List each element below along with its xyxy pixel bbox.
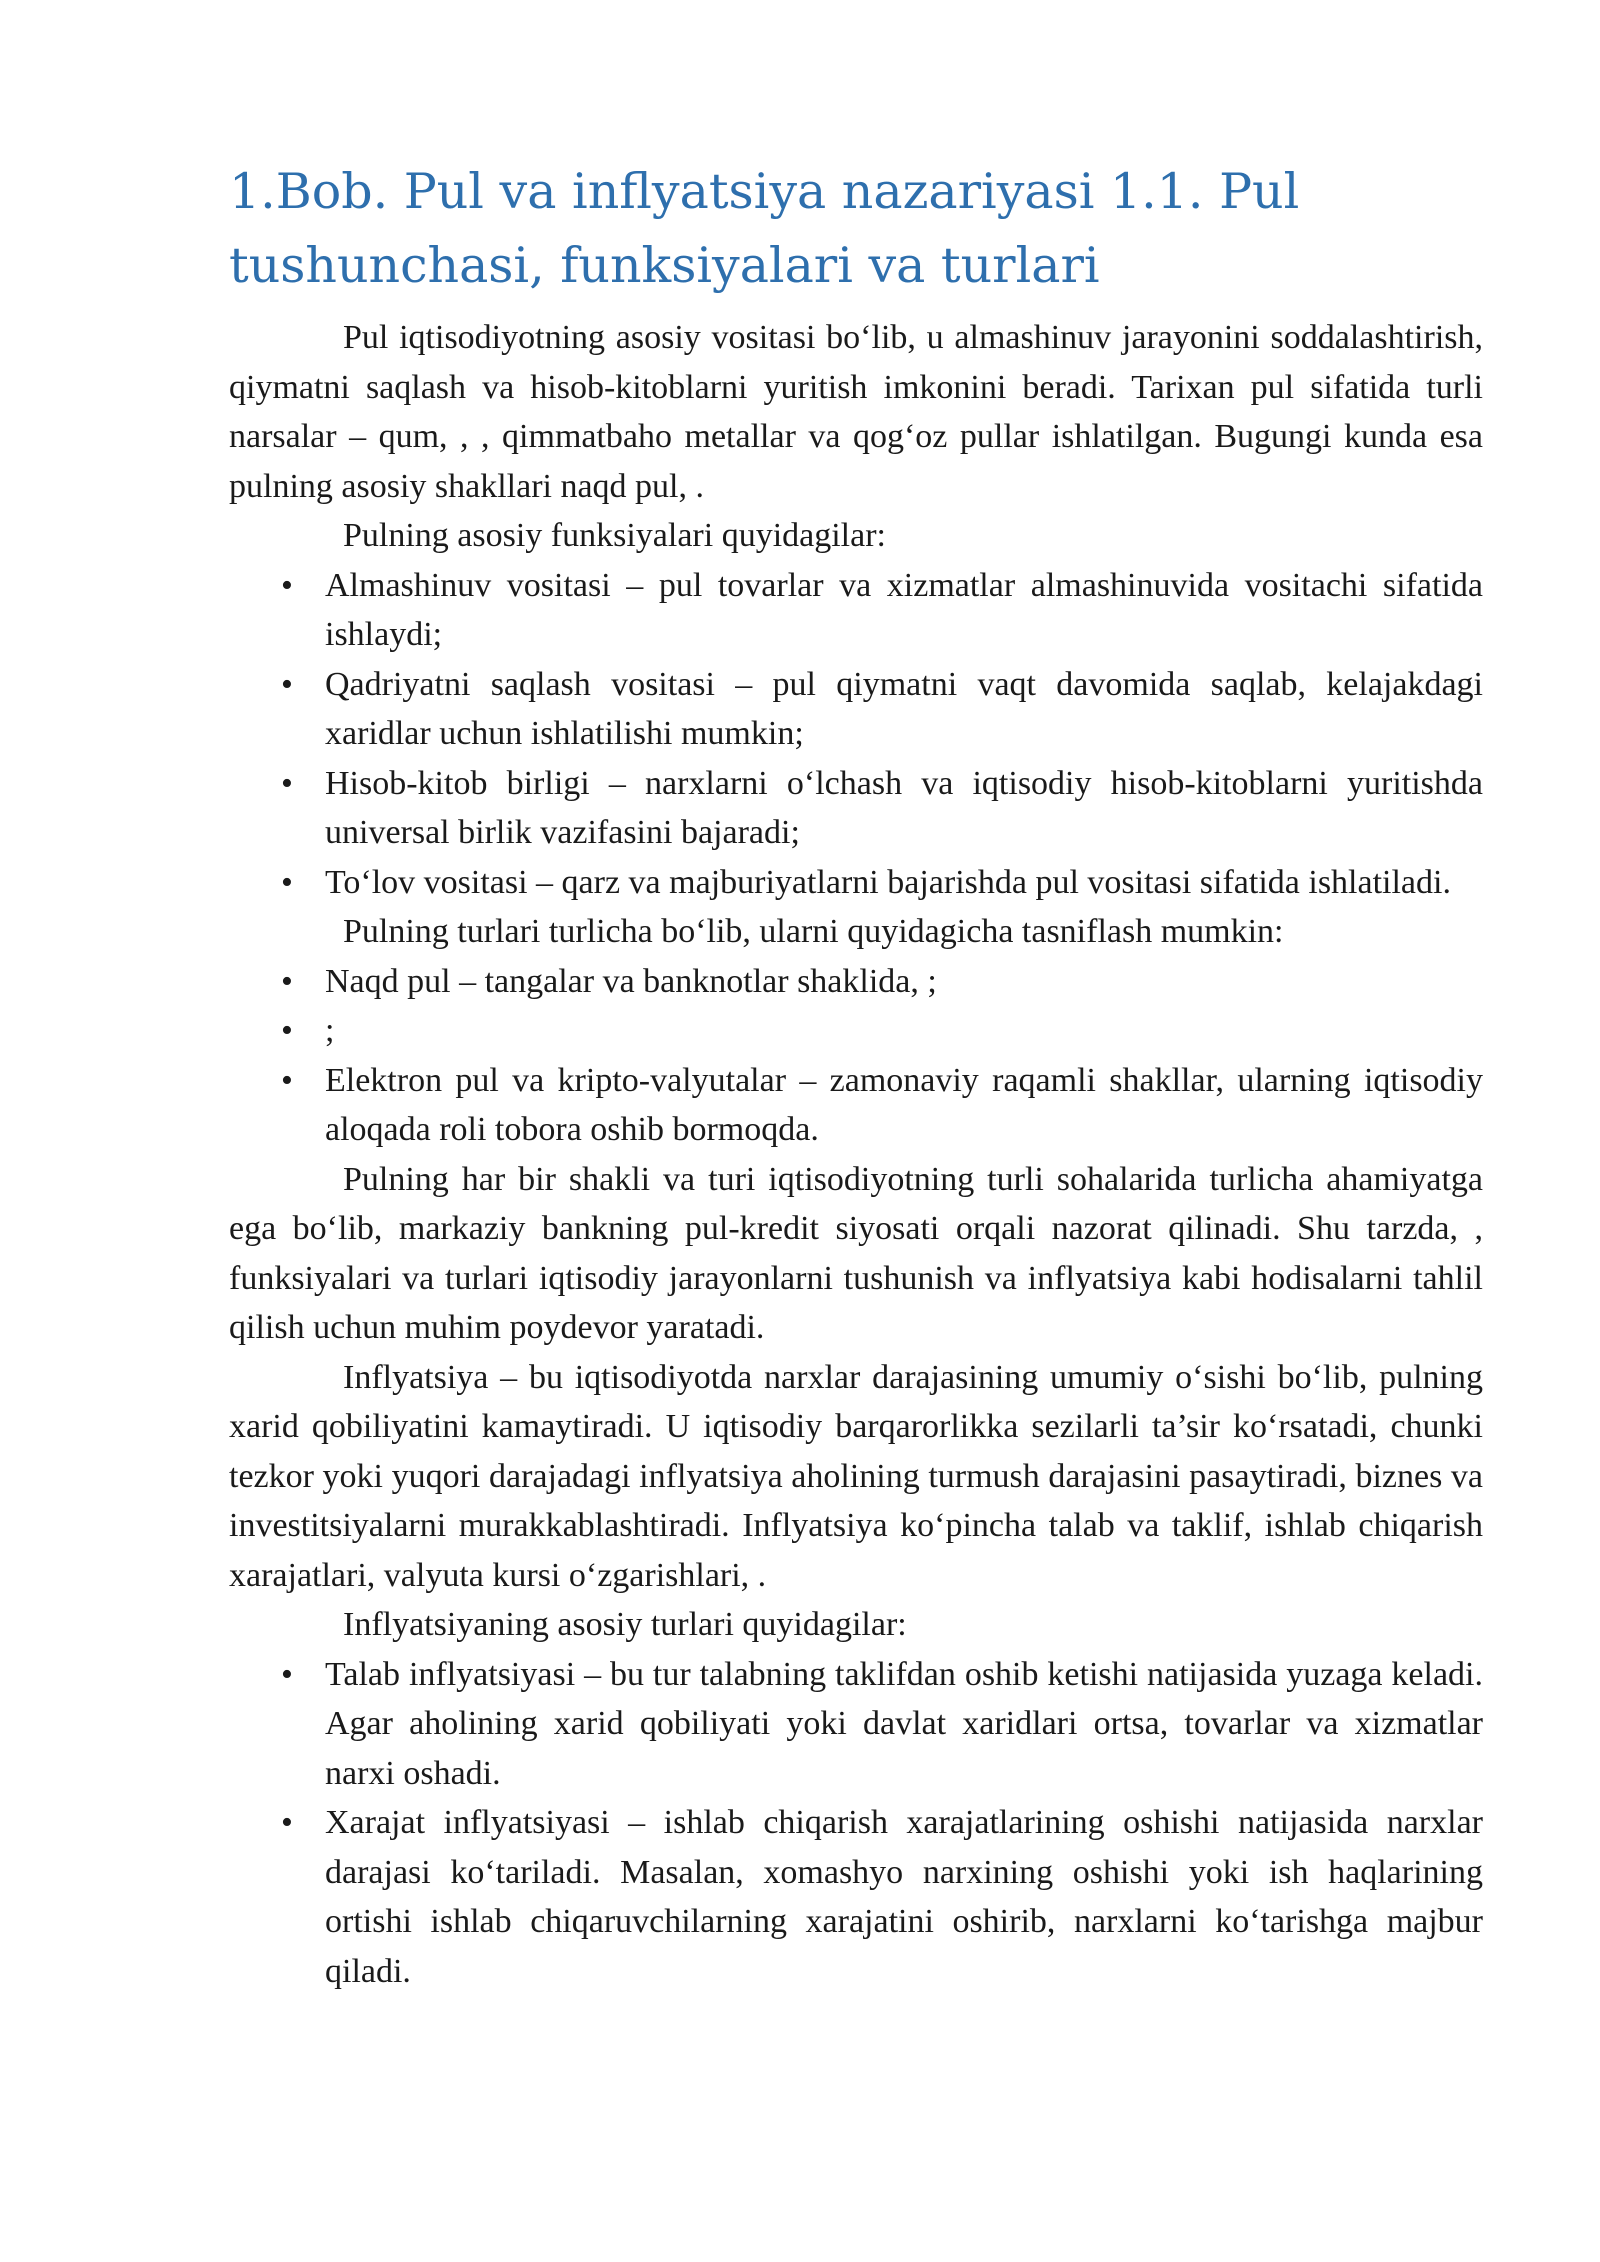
bullet-icon: • <box>281 962 293 1000</box>
inflation-list <box>229 1650 1483 1997</box>
list-item-text: Naqd pul – tangalar va banknotlar shaklida, ; <box>325 962 937 1000</box>
inflation-paragraph: Inflyatsiya – bu iqtisodiyotda narxlar darajasining umumiy o‘sishi bo‘lib, pulning xarid qobiliyatini kamaytiradi. U iqtisodiy barqarorlikka sezilarli ta’sir ko‘rsatadi, chunki tezkor yoki yuqori darajadagi inflyatsiya aholining turmush darajasini pasaytiradi, biznes va investitsiyalarni murakkablashtiradi. Inflyatsiya ko‘pincha talab va taklif, ishlab chiqarish xarajatlari, valyuta kursi o‘zgarishlari, . <box>229 1358 1483 1594</box>
list-item-text: Talab inflyatsiyasi – bu tur talabning taklifdan oshib ketishi natijasida yuzaga keladi. Agar aholining xarid qobiliyati yoki davlat xaridlari ortsa, tovarlar va xizmatlar narxi oshadi. <box>325 1655 1483 1792</box>
list-item <box>229 957 1483 1007</box>
types-list <box>229 957 1483 1155</box>
list-item-text: Almashinuv vositasi – pul tovarlar va xizmatlar almashinuvida vositachi sifatida ishlaydi; <box>325 566 1483 653</box>
bullet-icon: • <box>281 665 293 703</box>
list-item <box>229 1006 1483 1056</box>
bullet-icon: • <box>281 1012 293 1049</box>
list-item <box>229 858 1483 908</box>
bullet-icon: • <box>281 1061 293 1099</box>
list-item <box>229 1650 1483 1799</box>
list-item <box>229 1798 1483 1996</box>
list-item-text: Elektron pul va kripto-valyutalar – zamonaviy raqamli shakllar, ularning iqtisodiy aloqada roli tobora oshib bormoqda. <box>325 1061 1483 1148</box>
bullet-icon: • <box>281 863 293 901</box>
intro-paragraph: Pul iqtisodiyotning asosiy vositasi bo‘lib, u almashinuv jarayonini soddalashtirish, qiymatni saqlash va hisob-kitoblarni yuritish imkonini beradi. Tarixan pul sifatida turli narsalar – qum, , , qimmatbaho metallar va qog‘oz pullar ishlatilgan. Bugungi kunda esa pulning asosiy shakllari naqd pul, . <box>229 319 1483 505</box>
list-item-text: To‘lov vositasi – qarz va majburiyatlarni bajarishda pul vositasi sifatida ishlatiladi. <box>325 863 1451 901</box>
list-item-text: Qadriyatni saqlash vositasi – pul qiymatni vaqt davomida saqlab, kelajakdagi xaridlar uchun ishlatilishi mumkin; <box>325 665 1483 752</box>
inflation-types-intro: Inflyatsiyaning asosiy turlari quyidagilar: <box>343 1606 907 1643</box>
bullet-icon: • <box>281 1804 293 1841</box>
bullet-icon: • <box>281 566 293 604</box>
summary-paragraph: Pulning har bir shakli va turi iqtisodiyotning turli sohalarida turlicha ahamiyatga ega bo‘lib, markaziy bankning pul-kredit siyosati orqali nazorat qilinadi. Shu tarzda, , funksiyalari va turlari iqtisodiy jarayonlarni tushunish va inflyatsiya kabi hodisalarni tahlil qilish uchun muhim poydevor yaratadi. <box>229 1160 1483 1346</box>
list-item-text: ; <box>325 1012 335 1049</box>
types-intro: Pulning turlari turlicha bo‘lib, ularni quyidagicha tasniflash mumkin: <box>343 913 1284 950</box>
bullet-icon: • <box>281 1655 293 1693</box>
functions-intro: Pulning asosiy funksiyalari quyidagilar: <box>343 517 886 554</box>
list-item-text: Hisob-kitob birligi – narxlarni o‘lchash va iqtisodiy hisob-kitoblarni yuritishda universal birlik vazifasini bajaradi; <box>325 764 1483 851</box>
chapter-heading: 1.Bob. Pul va inflyatsiya nazariyasi 1.1. Pul tushunchasi, funksiyalari va turlari <box>229 163 1300 294</box>
functions-list <box>229 561 1483 908</box>
list-item <box>229 561 1483 660</box>
list-item-text: Xarajat inflyatsiyasi – ishlab chiqarish xarajatlarining oshishi natijasida narxlar darajasi ko‘tariladi. Masalan, xomashyo narxining oshishi yoki ish haqlarining ortishi ishlab chiqaruvchilarning xarajatini oshirib, narxlarni ko‘tarishga majbur qiladi. <box>325 1804 1483 1990</box>
list-item <box>229 759 1483 858</box>
list-item <box>229 660 1483 759</box>
list-item <box>229 1056 1483 1155</box>
bullet-icon: • <box>281 764 293 802</box>
